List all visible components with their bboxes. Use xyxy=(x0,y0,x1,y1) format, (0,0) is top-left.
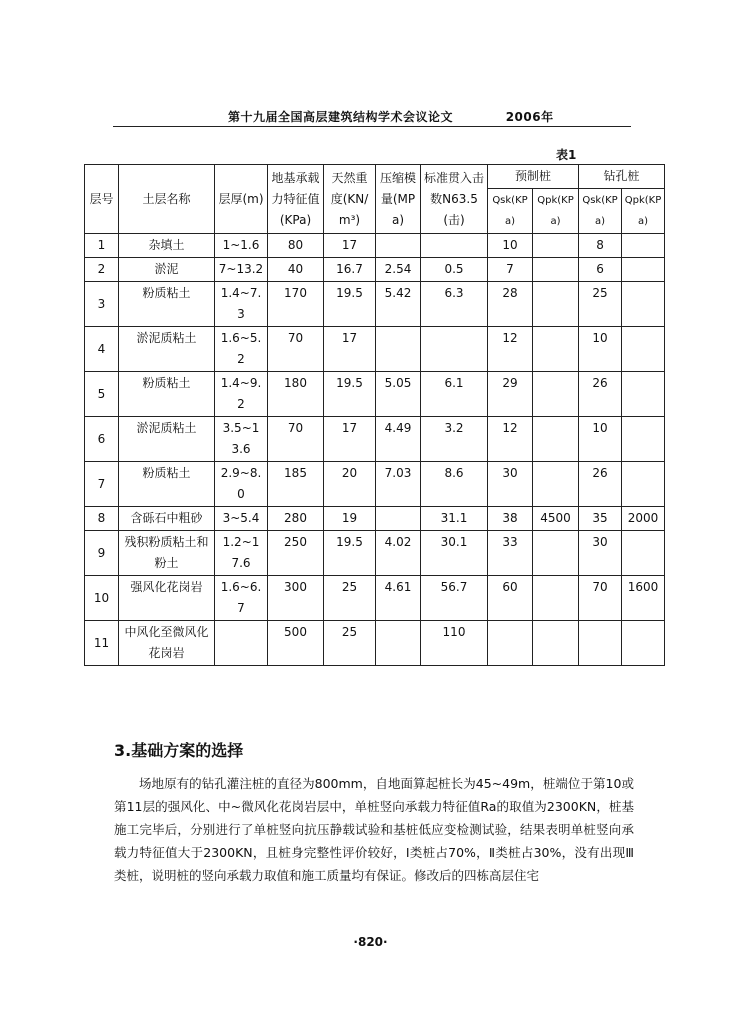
cell-soil-name: 淤泥质粘土 xyxy=(119,417,215,462)
cell-precast-side-friction: 33 xyxy=(488,531,533,576)
cell-unit-weight: 17 xyxy=(324,327,376,372)
header-precast-side-friction: Qsk(KPa) xyxy=(488,189,533,234)
table-label: 表1 xyxy=(556,148,577,162)
cell-compression-modulus: 7.03 xyxy=(376,462,421,507)
cell-spt-blows xyxy=(421,234,488,258)
paragraph-text: 场地原有的钻孔灌注桩的直径为800mm，自地面算起桩长为45~49m，桩端位于第10或第11层的强风化、中~微风化花岗岩层中，单桩竖向承载力特征值Ra的取值为2300KN，桩基施工完毕后，分别进行了单桩竖向抗压静载试验和基桩低应变检测试验，结果表明单桩竖向承载力特征值大于2300KN，且桩身完整性评价较好，Ⅰ类桩占70%，Ⅱ类桩占30%，没有出现Ⅲ类桩，说明桩的竖向承载力取值和施工质量均有保证。修改后的四栋高层住宅 xyxy=(114,776,634,883)
header-compression-modulus: 压缩模量(MPa) xyxy=(376,165,421,234)
cell-bored-end-bearing: 1600 xyxy=(622,576,665,621)
page-number: ·820· xyxy=(353,935,388,949)
cell-soil-name: 淤泥 xyxy=(119,258,215,282)
cell-precast-side-friction: 12 xyxy=(488,327,533,372)
page-header xyxy=(228,108,554,125)
cell-precast-end-bearing xyxy=(533,372,579,417)
table-row xyxy=(85,621,665,666)
cell-compression-modulus: 5.05 xyxy=(376,372,421,417)
cell-unit-weight: 20 xyxy=(324,462,376,507)
header-soil-name: 土层名称 xyxy=(119,165,215,234)
cell-precast-end-bearing xyxy=(533,621,579,666)
cell-unit-weight: 25 xyxy=(324,621,376,666)
conference-title: 第十九届全国高层建筑结构学术会议论文 xyxy=(228,110,454,124)
cell-bearing-capacity: 300 xyxy=(268,576,324,621)
cell-precast-end-bearing xyxy=(533,258,579,282)
cell-layer-no: 5 xyxy=(85,372,119,417)
cell-spt-blows: 8.6 xyxy=(421,462,488,507)
cell-layer-no: 3 xyxy=(85,282,119,327)
cell-soil-name: 杂填土 xyxy=(119,234,215,258)
cell-bored-end-bearing xyxy=(622,372,665,417)
cell-bearing-capacity: 70 xyxy=(268,417,324,462)
cell-soil-name: 粉质粘土 xyxy=(119,372,215,417)
cell-bearing-capacity: 170 xyxy=(268,282,324,327)
cell-layer-no: 8 xyxy=(85,507,119,531)
cell-bored-side-friction: 70 xyxy=(579,576,622,621)
header-rule xyxy=(113,126,631,127)
cell-compression-modulus: 2.54 xyxy=(376,258,421,282)
cell-spt-blows: 3.2 xyxy=(421,417,488,462)
cell-precast-side-friction: 60 xyxy=(488,576,533,621)
cell-precast-end-bearing xyxy=(533,531,579,576)
header-bored-side-friction: Qsk(KPa) xyxy=(579,189,622,234)
cell-spt-blows xyxy=(421,327,488,372)
cell-soil-name: 淤泥质粘土 xyxy=(119,327,215,372)
cell-spt-blows: 0.5 xyxy=(421,258,488,282)
cell-bored-side-friction: 26 xyxy=(579,372,622,417)
cell-compression-modulus: 5.42 xyxy=(376,282,421,327)
cell-thickness: 3~5.4 xyxy=(215,507,268,531)
table-header-row xyxy=(85,165,665,189)
cell-thickness: 1.2~17.6 xyxy=(215,531,268,576)
cell-precast-side-friction: 12 xyxy=(488,417,533,462)
header-bored-pile: 钻孔桩 xyxy=(579,165,665,189)
cell-precast-side-friction: 29 xyxy=(488,372,533,417)
table-row xyxy=(85,576,665,621)
cell-soil-name: 粉质粘土 xyxy=(119,462,215,507)
header-bearing-capacity: 地基承载力特征值(KPa) xyxy=(268,165,324,234)
cell-precast-side-friction xyxy=(488,621,533,666)
cell-precast-side-friction: 38 xyxy=(488,507,533,531)
cell-compression-modulus: 4.49 xyxy=(376,417,421,462)
cell-bearing-capacity: 280 xyxy=(268,507,324,531)
cell-thickness: 3.5~13.6 xyxy=(215,417,268,462)
cell-compression-modulus xyxy=(376,234,421,258)
header-bored-end-bearing: Qpk(KPa) xyxy=(622,189,665,234)
header-precast-end-bearing: Qpk(KPa) xyxy=(533,189,579,234)
cell-layer-no: 2 xyxy=(85,258,119,282)
cell-unit-weight: 19.5 xyxy=(324,531,376,576)
cell-bored-end-bearing xyxy=(622,282,665,327)
section-paragraph xyxy=(114,772,634,887)
cell-spt-blows: 6.3 xyxy=(421,282,488,327)
cell-soil-name: 粉质粘土 xyxy=(119,282,215,327)
table-row xyxy=(85,372,665,417)
cell-bored-side-friction: 10 xyxy=(579,417,622,462)
cell-bored-end-bearing xyxy=(622,327,665,372)
cell-precast-end-bearing xyxy=(533,417,579,462)
cell-bearing-capacity: 180 xyxy=(268,372,324,417)
cell-thickness: 1.6~6.7 xyxy=(215,576,268,621)
cell-bored-side-friction: 25 xyxy=(579,282,622,327)
cell-layer-no: 9 xyxy=(85,531,119,576)
cell-layer-no: 7 xyxy=(85,462,119,507)
cell-bored-side-friction: 6 xyxy=(579,258,622,282)
cell-bored-end-bearing xyxy=(622,234,665,258)
header-precast-pile: 预制桩 xyxy=(488,165,579,189)
cell-bored-side-friction: 8 xyxy=(579,234,622,258)
cell-compression-modulus: 4.61 xyxy=(376,576,421,621)
cell-layer-no: 6 xyxy=(85,417,119,462)
section-title: 3.基础方案的选择 xyxy=(114,741,244,760)
cell-thickness: 1~1.6 xyxy=(215,234,268,258)
cell-thickness xyxy=(215,621,268,666)
table-row xyxy=(85,531,665,576)
header-thickness: 层厚(m) xyxy=(215,165,268,234)
table-row xyxy=(85,462,665,507)
cell-bored-end-bearing xyxy=(622,462,665,507)
cell-compression-modulus xyxy=(376,327,421,372)
cell-compression-modulus xyxy=(376,507,421,531)
cell-thickness: 1.6~5.2 xyxy=(215,327,268,372)
cell-unit-weight: 17 xyxy=(324,417,376,462)
cell-bored-end-bearing xyxy=(622,258,665,282)
cell-bearing-capacity: 70 xyxy=(268,327,324,372)
soil-parameter-table xyxy=(84,164,665,666)
cell-soil-name: 含砾石中粗砂 xyxy=(119,507,215,531)
cell-precast-end-bearing: 4500 xyxy=(533,507,579,531)
cell-spt-blows: 30.1 xyxy=(421,531,488,576)
cell-soil-name: 残积粉质粘土和粉土 xyxy=(119,531,215,576)
table-row xyxy=(85,258,665,282)
cell-thickness: 7~13.2 xyxy=(215,258,268,282)
table-head xyxy=(85,165,665,234)
cell-spt-blows: 6.1 xyxy=(421,372,488,417)
cell-bored-end-bearing xyxy=(622,417,665,462)
cell-layer-no: 10 xyxy=(85,576,119,621)
cell-precast-side-friction: 28 xyxy=(488,282,533,327)
cell-precast-end-bearing xyxy=(533,327,579,372)
table-row xyxy=(85,417,665,462)
cell-thickness: 1.4~7.3 xyxy=(215,282,268,327)
cell-compression-modulus xyxy=(376,621,421,666)
cell-soil-name: 中风化至微风化花岗岩 xyxy=(119,621,215,666)
table-row xyxy=(85,327,665,372)
cell-spt-blows: 56.7 xyxy=(421,576,488,621)
cell-unit-weight: 25 xyxy=(324,576,376,621)
cell-layer-no: 11 xyxy=(85,621,119,666)
cell-bearing-capacity: 185 xyxy=(268,462,324,507)
cell-bored-side-friction xyxy=(579,621,622,666)
cell-precast-end-bearing xyxy=(533,576,579,621)
header-unit-weight: 天然重度(KN/m³) xyxy=(324,165,376,234)
cell-thickness: 2.9~8.0 xyxy=(215,462,268,507)
header-layer-no: 层号 xyxy=(85,165,119,234)
cell-bored-side-friction: 30 xyxy=(579,531,622,576)
header-year: 2006年 xyxy=(505,110,554,124)
cell-spt-blows: 110 xyxy=(421,621,488,666)
cell-unit-weight: 17 xyxy=(324,234,376,258)
cell-soil-name: 强风化花岗岩 xyxy=(119,576,215,621)
cell-unit-weight: 19 xyxy=(324,507,376,531)
cell-unit-weight: 19.5 xyxy=(324,282,376,327)
cell-bored-end-bearing: 2000 xyxy=(622,507,665,531)
cell-bored-side-friction: 26 xyxy=(579,462,622,507)
cell-bored-side-friction: 10 xyxy=(579,327,622,372)
cell-precast-side-friction: 30 xyxy=(488,462,533,507)
cell-unit-weight: 16.7 xyxy=(324,258,376,282)
table-row xyxy=(85,507,665,531)
cell-bearing-capacity: 500 xyxy=(268,621,324,666)
table-row xyxy=(85,282,665,327)
cell-precast-side-friction: 10 xyxy=(488,234,533,258)
cell-layer-no: 1 xyxy=(85,234,119,258)
cell-bored-end-bearing xyxy=(622,531,665,576)
cell-bored-end-bearing xyxy=(622,621,665,666)
table-row xyxy=(85,234,665,258)
header-spt-blows: 标准贯入击数N63.5(击) xyxy=(421,165,488,234)
cell-bearing-capacity: 80 xyxy=(268,234,324,258)
cell-precast-end-bearing xyxy=(533,282,579,327)
cell-precast-end-bearing xyxy=(533,234,579,258)
cell-bearing-capacity: 40 xyxy=(268,258,324,282)
cell-thickness: 1.4~9.2 xyxy=(215,372,268,417)
cell-unit-weight: 19.5 xyxy=(324,372,376,417)
cell-compression-modulus: 4.02 xyxy=(376,531,421,576)
cell-layer-no: 4 xyxy=(85,327,119,372)
cell-precast-end-bearing xyxy=(533,462,579,507)
cell-bored-side-friction: 35 xyxy=(579,507,622,531)
cell-precast-side-friction: 7 xyxy=(488,258,533,282)
table-body xyxy=(85,234,665,666)
cell-bearing-capacity: 250 xyxy=(268,531,324,576)
cell-spt-blows: 31.1 xyxy=(421,507,488,531)
